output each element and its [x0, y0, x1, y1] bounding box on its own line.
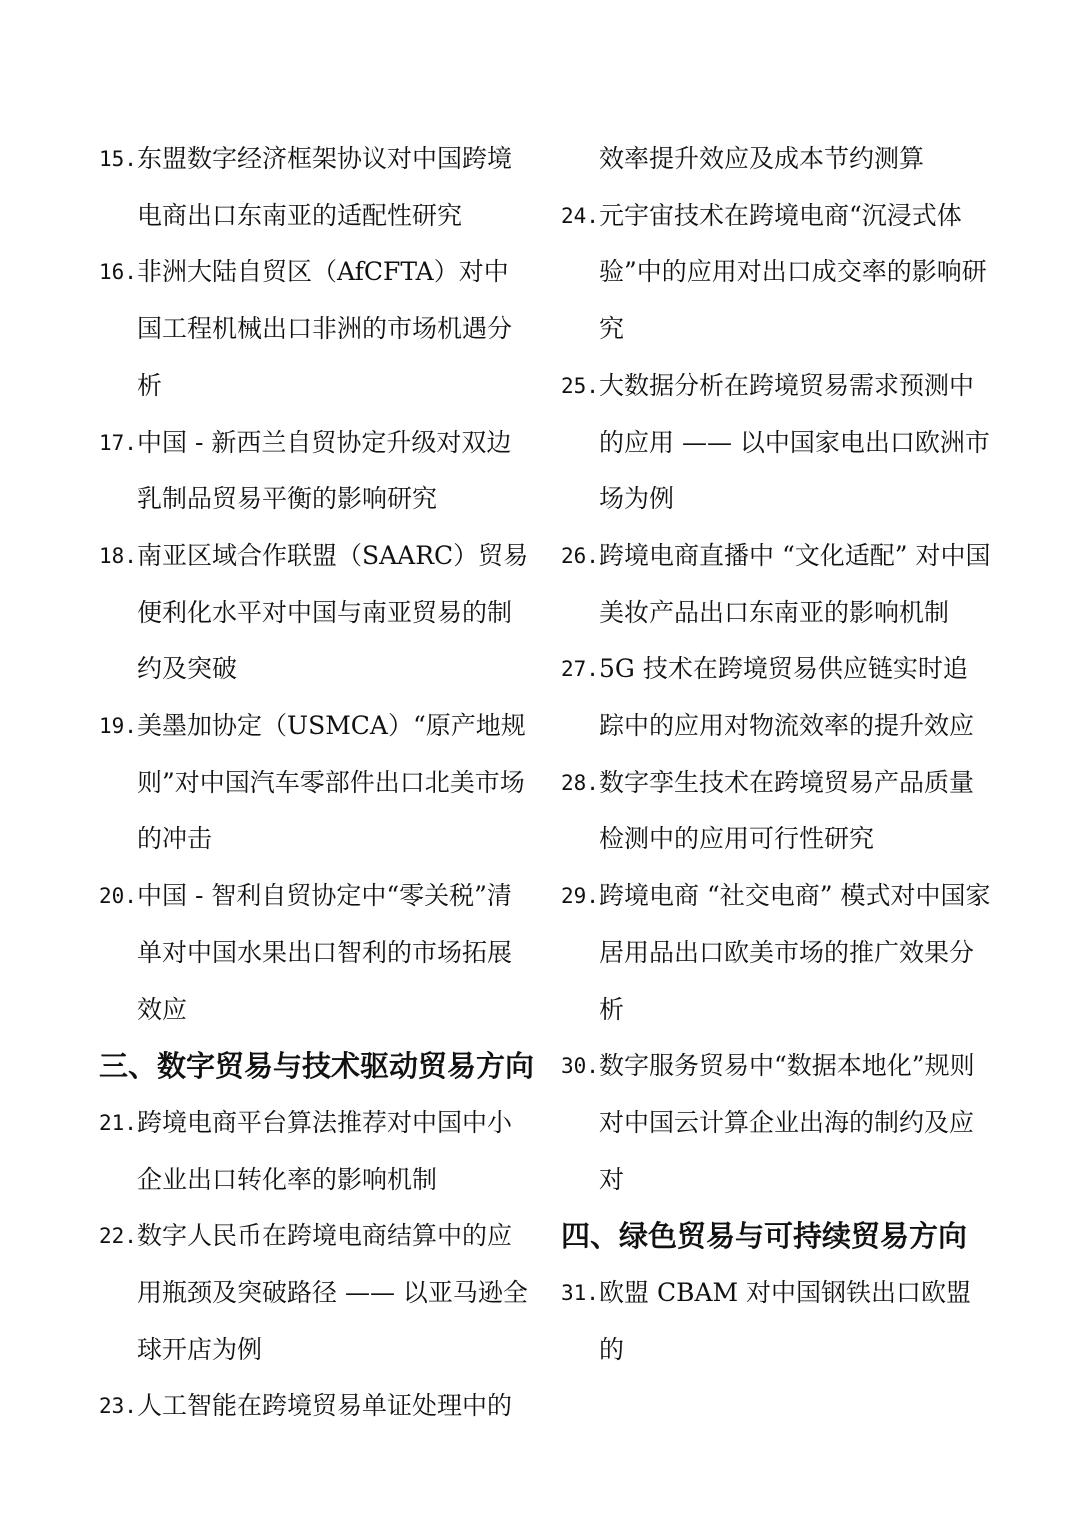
item-title: 非洲大陆自贸区（AfCFTA）对中国工程机械出口非洲的市场机遇分析 [137, 257, 513, 400]
item-number: 24. [561, 203, 599, 228]
item-number: 19. [99, 714, 137, 739]
item-title: 美墨加协定（USMCA）“原产地规则”对中国汽车零部件出口北美市场的冲击 [137, 711, 526, 854]
list-item [561, 1038, 991, 1208]
item-number: 26. [561, 543, 599, 568]
item-number: 31. [561, 1281, 599, 1306]
section-heading: 四、绿色贸易与可持续贸易方向 [561, 1219, 968, 1254]
item-number: 29. [561, 884, 599, 909]
item-title: 数字服务贸易中“数据本地化”规则对中国云计算企业出海的制约及应对 [599, 1051, 975, 1194]
item-number: 22. [99, 1224, 137, 1249]
list-item [99, 528, 529, 698]
list-item [561, 528, 991, 641]
list-item [561, 868, 991, 1038]
item-title: 跨境电商平台算法推荐对中国中小企业出口转化率的影响机制 [137, 1107, 513, 1194]
item-title: 南亚区域合作联盟（SAARC）贸易便利化水平对中国与南亚贸易的制约及突破 [137, 540, 529, 684]
item-title: 数字孪生技术在跨境贸易产品质量检测中的应用可行性研究 [599, 767, 975, 854]
item-number: 25. [561, 373, 599, 398]
list-item [99, 868, 529, 1038]
left-column [99, 131, 535, 1435]
item-number: 21. [99, 1110, 137, 1135]
item-title: 跨境电商直播中 “文化适配” 对中国美妆产品出口东南亚的影响机制 [599, 540, 991, 627]
item-title: 元宇宙技术在跨境电商“沉浸式体验”中的应用对出口成交率的影响研究 [599, 200, 987, 344]
item-title: 欧盟 CBAM 对中国钢铁出口欧盟的 [599, 1278, 972, 1364]
list-item [99, 698, 529, 868]
list-item [561, 1265, 991, 1378]
list-item [99, 415, 529, 528]
list-item [561, 188, 991, 358]
list-item [99, 131, 529, 244]
continued-text: 效率提升效应及成本节约测算 [599, 144, 925, 173]
list-item [99, 244, 529, 414]
item-number: 16. [99, 260, 137, 285]
item-number: 27. [561, 657, 599, 682]
list-item [561, 641, 991, 754]
list-item [99, 1378, 529, 1435]
item-title: 5G 技术在跨境贸易供应链实时追踪中的应用对物流效率的提升效应 [599, 654, 975, 741]
item-title: 人工智能在跨境贸易单证处理中的 [137, 1391, 513, 1421]
item-title: 数字人民币在跨境电商结算中的应用瓶颈及突破路径 —— 以亚马逊全球开店为例 [137, 1221, 528, 1364]
item-number: 18. [99, 543, 137, 568]
item-title: 跨境电商 “社交电商” 模式对中国家居用品出口欧美市场的推广效果分析 [599, 881, 991, 1024]
item-number: 23. [99, 1394, 137, 1419]
right-column [561, 131, 991, 1378]
item-number: 30. [561, 1054, 599, 1079]
item-number: 15. [99, 147, 137, 171]
list-item [561, 755, 991, 868]
item-title: 东盟数字经济框架协议对中国跨境电商出口东南亚的适配性研究 [137, 144, 513, 230]
item-title: 中国 - 新西兰自贸协定升级对双边乳制品贸易平衡的影响研究 [137, 427, 512, 514]
list-item [561, 358, 991, 528]
list-item [99, 1095, 529, 1208]
item-number: 20. [99, 884, 137, 909]
list-item [99, 1208, 529, 1378]
item-title: 大数据分析在跨境贸易需求预测中的应用 —— 以中国家电出口欧洲市场为例 [599, 370, 990, 514]
item-title: 中国 - 智利自贸协定中“零关税”清单对中国水果出口智利的市场拓展效应 [137, 881, 513, 1024]
item-number: 28. [561, 770, 599, 795]
item-number: 17. [99, 430, 137, 455]
section-heading: 三、数字贸易与技术驱动贸易方向 [99, 1049, 535, 1084]
